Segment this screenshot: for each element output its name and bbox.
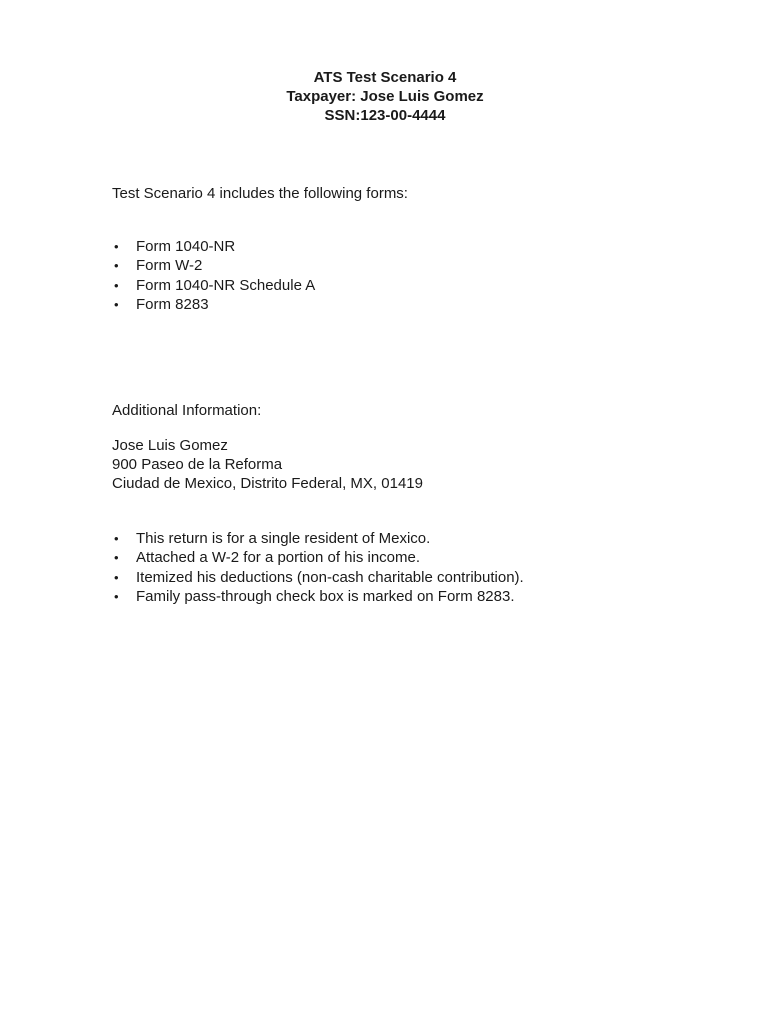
form-name: Form 1040-NR <box>136 238 236 255</box>
form-name: Form 8283 <box>136 295 209 313</box>
address-city: Ciudad de Mexico, Distrito Federal, MX, 01419 <box>112 475 423 492</box>
additional-info-title: Additional Information: <box>112 402 262 419</box>
forms-list <box>112 237 315 314</box>
notes-list <box>112 529 524 606</box>
ssn-line: SSN:123-00-4444 <box>324 107 446 124</box>
bullet-icon: • <box>114 569 119 585</box>
bullet-icon: • <box>114 531 119 546</box>
note-text: Family pass-through check box is marked on Form 8283. <box>136 587 515 605</box>
taxpayer-address <box>112 436 423 493</box>
note-text: Itemized his deductions (non-cash charitable contribution). <box>136 568 524 586</box>
intro-text: Test Scenario 4 includes the following forms: <box>112 185 408 202</box>
list-item <box>112 548 524 567</box>
taxpayer-line: Taxpayer: Jose Luis Gomez <box>286 88 484 105</box>
list-item <box>112 276 315 295</box>
list-item <box>112 256 315 275</box>
list-item <box>112 295 315 314</box>
list-item <box>112 237 315 256</box>
list-item <box>112 529 524 548</box>
address-street: 900 Paseo de la Reforma <box>112 456 283 473</box>
bullet-icon: • <box>114 258 119 274</box>
list-item <box>112 587 524 606</box>
bullet-icon: • <box>114 277 119 293</box>
bullet-icon: • <box>114 550 119 566</box>
bullet-icon: • <box>114 239 119 254</box>
form-name: Form 1040-NR Schedule A <box>136 276 316 294</box>
note-text: Attached a W-2 for a portion of his income. <box>136 549 421 567</box>
bullet-icon: • <box>114 588 119 604</box>
scenario-title: ATS Test Scenario 4 <box>313 69 457 86</box>
address-name: Jose Luis Gomez <box>112 437 228 454</box>
document-header <box>0 68 770 125</box>
list-item <box>112 568 524 587</box>
bullet-icon: • <box>114 296 119 312</box>
note-text: This return is for a single resident of Mexico. <box>136 530 431 547</box>
form-name: Form W-2 <box>136 257 203 275</box>
